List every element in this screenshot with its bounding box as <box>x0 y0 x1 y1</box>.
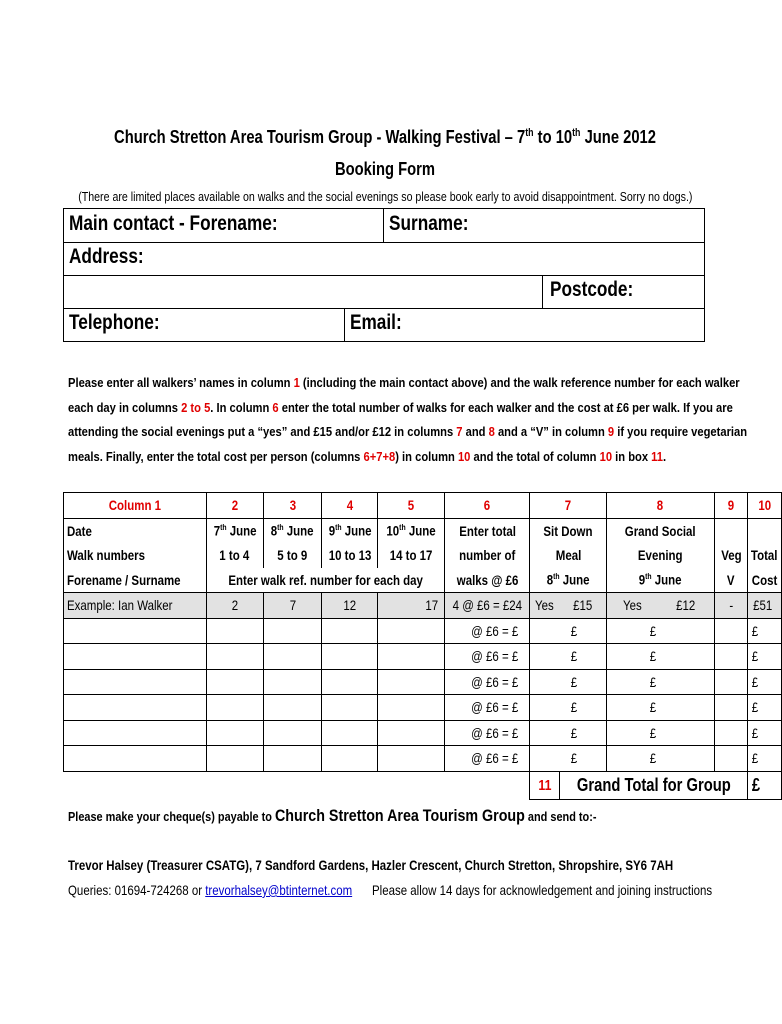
table-cell: 10 to 13 <box>322 543 378 568</box>
table-cell[interactable] <box>714 644 747 670</box>
booking-table <box>63 492 782 800</box>
table-cell[interactable] <box>263 695 321 721</box>
table-cell[interactable] <box>206 695 263 721</box>
table-cell[interactable] <box>206 720 263 746</box>
table-cell: Example: Ian Walker <box>64 593 207 619</box>
table-cell[interactable] <box>64 618 207 644</box>
table-cell[interactable] <box>64 746 207 772</box>
table-cell: Walk numbers <box>64 543 207 568</box>
table-cell[interactable]: £ <box>606 720 714 746</box>
table-row <box>64 669 782 695</box>
table-cell[interactable] <box>714 695 747 721</box>
table-cell: 2 <box>206 593 263 619</box>
walk-numbers-row <box>64 543 782 568</box>
table-cell: 6 <box>444 493 530 519</box>
treasurer-address: Trevor Halsey (Treasurer CSATG), 7 Sandford Gardens, Hazler Crescent, Church Stretton, Shropshire, SY6 7AH <box>68 857 674 873</box>
table-cell: 5 to 9 <box>263 543 321 568</box>
table-cell[interactable]: @ £6 = £ <box>444 669 530 695</box>
table-cell: 9 <box>714 493 747 519</box>
table-cell: V <box>714 568 747 593</box>
table-cell[interactable]: £ <box>530 644 606 670</box>
table-cell: 17 <box>377 593 444 619</box>
grand-total-row <box>64 771 782 799</box>
table-cell: 2 <box>206 493 263 519</box>
table-cell[interactable]: £ <box>748 669 781 695</box>
table-cell: 14 to 17 <box>377 543 444 568</box>
instructions: Please enter all walkers’ names in column 1 (including the main contact above) and the walk reference number for each walker each day in columns 2 to 5. In column 6 enter the total number of walks for each walker and the cost at £6 per walk. If you are attending the social evenings put a “yes” and £15 and/or £12 in columns 7 and 8 and a “V” in column 9 if you require vegetarian meals. Finally, enter the total cost per person (columns 6+7+8) in column 10 and the total of column 10 in box 11. <box>68 375 748 464</box>
table-cell: Forename / Surname <box>64 568 207 593</box>
table-row <box>64 618 782 644</box>
contact-details-box <box>63 208 705 342</box>
box-11: 11 <box>530 771 559 799</box>
table-cell[interactable]: £ <box>748 644 781 670</box>
table-cell: 12 <box>322 593 378 619</box>
email-label: Email: <box>350 311 402 334</box>
table-cell[interactable]: @ £6 = £ <box>444 618 530 644</box>
table-cell <box>714 518 747 543</box>
table-cell[interactable] <box>263 644 321 670</box>
table-cell[interactable] <box>322 746 378 772</box>
column-number-row <box>64 493 782 519</box>
table-cell[interactable] <box>714 618 747 644</box>
table-cell[interactable] <box>377 669 444 695</box>
table-cell[interactable] <box>263 618 321 644</box>
table-cell: Cost <box>748 568 781 593</box>
table-cell: Sit Down <box>530 518 606 543</box>
cheque-instruction: Please make your cheque(s) payable to Church Stretton Area Tourism Group and send to:- <box>68 806 597 825</box>
name-header-row <box>64 568 782 593</box>
acknowledgement-note: Please allow 14 days for acknowledgement and joining instructions <box>372 882 713 898</box>
table-cell[interactable]: £ <box>606 618 714 644</box>
table-cell[interactable] <box>64 644 207 670</box>
table-cell: 5 <box>377 493 444 519</box>
table-cell: Total <box>748 543 781 568</box>
table-cell[interactable] <box>64 695 207 721</box>
table-cell: 3 <box>263 493 321 519</box>
example-row <box>64 593 782 619</box>
table-cell[interactable]: £ <box>530 695 606 721</box>
table-row <box>64 720 782 746</box>
table-cell[interactable]: £ <box>606 644 714 670</box>
grand-total-value[interactable]: £ <box>748 771 781 799</box>
table-cell: Column 1 <box>64 493 207 519</box>
table-cell[interactable]: £ <box>606 746 714 772</box>
table-cell: Enter walk ref. number for each day <box>206 568 444 593</box>
table-cell[interactable] <box>714 669 747 695</box>
table-cell: 4 <box>322 493 378 519</box>
table-cell: - <box>714 593 747 619</box>
table-cell[interactable]: £ <box>530 669 606 695</box>
table-cell: 9th June <box>606 568 714 593</box>
address-label: Address: <box>69 245 144 268</box>
queries-line: Queries: 01694-724268 or trevorhalsey@btinternet.com <box>68 882 353 898</box>
table-cell: 10th June <box>377 518 444 543</box>
table-cell[interactable]: @ £6 = £ <box>444 746 530 772</box>
table-cell[interactable]: £ <box>530 720 606 746</box>
grand-total-label: Grand Total for Group <box>559 771 748 799</box>
limited-places-note: (There are limited places available on walks and the social evenings so please book early to avoid disappointment. Sorry no dogs.) <box>77 190 693 204</box>
table-cell: 8th June <box>263 518 321 543</box>
date-row <box>64 518 782 543</box>
table-cell <box>748 518 781 543</box>
table-cell: Grand Social <box>606 518 714 543</box>
table-cell[interactable] <box>206 618 263 644</box>
table-cell: 8th June <box>530 568 606 593</box>
table-cell[interactable] <box>206 669 263 695</box>
table-cell: Yes <box>530 593 559 619</box>
table-cell[interactable]: £ <box>606 695 714 721</box>
table-cell[interactable] <box>714 746 747 772</box>
table-cell[interactable] <box>377 644 444 670</box>
form-subtitle: Booking Form <box>334 159 436 179</box>
table-cell[interactable]: £ <box>530 746 606 772</box>
email-link[interactable]: trevorhalsey@btinternet.com <box>205 882 353 898</box>
surname-label: Surname: <box>389 212 469 235</box>
table-cell[interactable] <box>377 746 444 772</box>
table-cell[interactable] <box>263 669 321 695</box>
table-cell[interactable] <box>206 644 263 670</box>
table-cell[interactable] <box>64 720 207 746</box>
forename-label: Main contact - Forename: <box>69 212 278 235</box>
table-cell[interactable] <box>377 618 444 644</box>
table-cell[interactable]: @ £6 = £ <box>444 695 530 721</box>
table-cell[interactable]: @ £6 = £ <box>444 720 530 746</box>
table-cell[interactable] <box>322 644 378 670</box>
table-cell: £15 <box>559 593 606 619</box>
table-cell[interactable] <box>263 746 321 772</box>
table-row <box>64 746 782 772</box>
table-cell[interactable]: £ <box>530 618 606 644</box>
table-cell: 4 @ £6 = £24 <box>444 593 530 619</box>
table-cell[interactable] <box>263 720 321 746</box>
postcode-label: Postcode: <box>550 278 634 301</box>
table-cell: 7 <box>530 493 606 519</box>
table-cell: 7 <box>263 593 321 619</box>
table-cell[interactable] <box>377 720 444 746</box>
telephone-label: Telephone: <box>69 311 160 334</box>
table-cell: Meal <box>530 543 606 568</box>
table-cell: 10 <box>748 493 781 519</box>
table-cell: walks @ £6 <box>444 568 530 593</box>
table-cell[interactable]: £ <box>748 746 781 772</box>
table-cell: 9th June <box>322 518 378 543</box>
table-cell[interactable] <box>322 695 378 721</box>
table-cell[interactable]: £ <box>748 695 781 721</box>
table-cell[interactable]: £ <box>748 720 781 746</box>
table-cell[interactable] <box>322 669 378 695</box>
table-cell[interactable] <box>322 618 378 644</box>
table-cell: Date <box>64 518 207 543</box>
table-cell: Enter total <box>444 518 530 543</box>
table-cell[interactable] <box>64 669 207 695</box>
table-cell: Veg <box>714 543 747 568</box>
table-cell: £51 <box>748 593 781 619</box>
table-cell[interactable]: £ <box>606 669 714 695</box>
table-cell: Evening <box>606 543 714 568</box>
table-cell: Yes <box>606 593 657 619</box>
table-row <box>64 644 782 670</box>
table-row <box>64 695 782 721</box>
table-cell <box>64 771 530 799</box>
table-cell[interactable] <box>322 720 378 746</box>
table-cell: 7th June <box>206 518 263 543</box>
table-cell[interactable] <box>377 695 444 721</box>
table-cell[interactable] <box>206 746 263 772</box>
table-cell: 1 to 4 <box>206 543 263 568</box>
table-cell: £12 <box>657 593 714 619</box>
table-cell[interactable]: £ <box>748 618 781 644</box>
table-cell: number of <box>444 543 530 568</box>
table-cell[interactable]: @ £6 = £ <box>444 644 530 670</box>
form-title: Church Stretton Area Tourism Group - Walking Festival – 7th to 10th June 2012 <box>114 127 656 147</box>
table-cell[interactable] <box>714 720 747 746</box>
table-cell: 8 <box>606 493 714 519</box>
